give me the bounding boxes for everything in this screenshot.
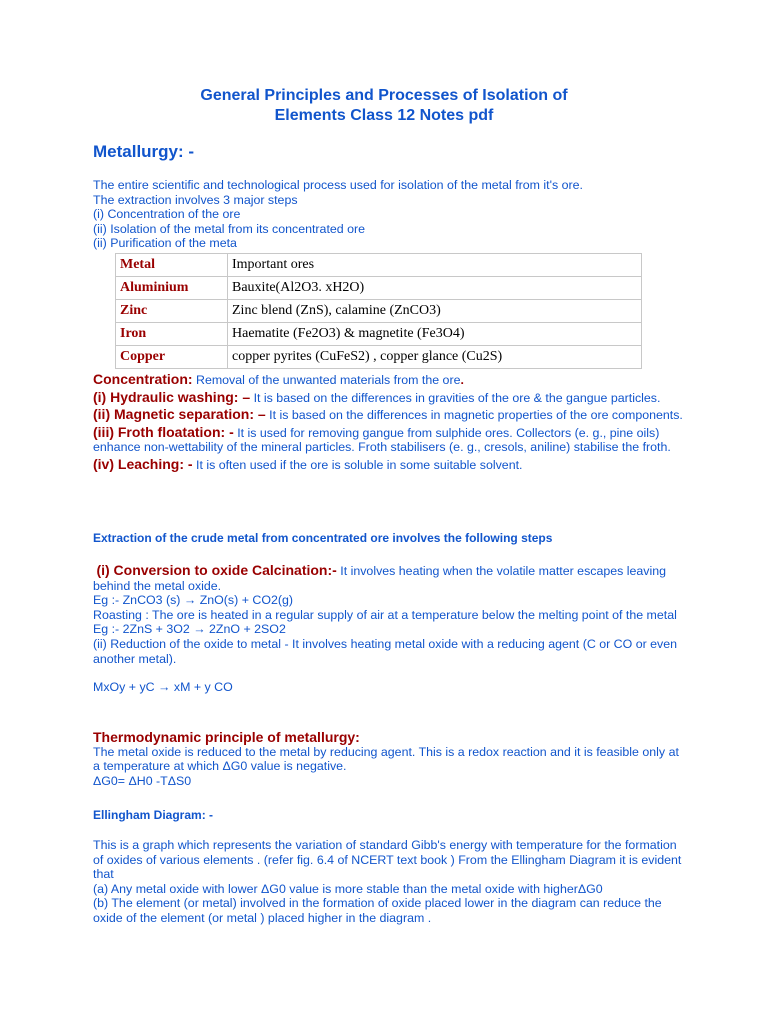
leaching-heading: (iv) Leaching: -	[93, 455, 193, 472]
ellingham-text: This is a graph which represents the variation of standard Gibb's energy with temperature for the formation of oxides of various elements . (refer fig. 6.4 of NCERT text book ) From the Ellingham Diagram it is evident that	[93, 838, 682, 882]
ore-cell: Bauxite(Al2O3. xH2O)	[228, 277, 642, 300]
extraction-section	[93, 563, 683, 695]
ellingham-point-a: (a) Any metal oxide with lower ΔG0 value is more stable than the metal oxide with higherΔG0	[93, 881, 603, 896]
magnetic-text: It is based on the differences in magnetic properties of the ore components.	[265, 408, 683, 423]
table-row	[116, 277, 642, 300]
roasting-text: Roasting : The ore is heated in a regular supply of air at a temperature below the melting point of the metal	[93, 607, 677, 622]
metal-cell: Zinc	[116, 300, 228, 323]
hydraulic-heading: (i) Hydraulic washing: –	[93, 388, 251, 405]
ore-cell: Haematite (Fe2O3) & magnetite (Fe3O4)	[228, 323, 642, 346]
thermo-text: The metal oxide is reduced to the metal by reducing agent. This is a redox reaction and it is feasible only at a temperature at which ΔG0 value is negative.	[93, 744, 679, 774]
table-header-row	[116, 254, 642, 277]
metallurgy-definition: The entire scientific and technological process used for isolation of the metal from it's ore.	[93, 178, 583, 192]
magnetic-heading: (ii) Magnetic separation: –	[93, 406, 266, 423]
leaching-text: It is often used if the ore is soluble in some suitable solvent.	[192, 457, 523, 472]
froth-floatation	[93, 425, 683, 455]
leaching	[93, 457, 683, 473]
extraction-heading: Extraction of the crude metal from concentrated ore involves the following steps	[93, 531, 553, 545]
metal-cell: Aluminium	[116, 277, 228, 300]
magnetic-separation	[93, 407, 683, 423]
hydraulic-washing	[93, 390, 683, 406]
example-roasting: Eg :- 2ZnS + 3O2 → 2ZnO + 2SO2	[93, 622, 286, 637]
thermo-section	[93, 730, 683, 788]
froth-heading: (iii) Froth floatation: -	[93, 423, 234, 440]
metal-cell: Iron	[116, 323, 228, 346]
reduction-equation: MxOy + yC → xM + y CO	[93, 680, 233, 695]
extraction-steps-intro: The extraction involves 3 major steps	[93, 192, 298, 207]
ore-cell: Zinc blend (ZnS), calamine (ZnCO3)	[228, 300, 642, 323]
concentration-dot: .	[460, 373, 464, 387]
concentration-heading: Concentration:	[93, 371, 193, 387]
ores-table	[115, 253, 642, 369]
froth-text: It is used for removing gangue from sulphide ores. Collectors (e. g., pine oils) enhance non-wettability of the mineral particles. Froth stabilisers (e. g., cresols, aniline) stabilise the froth.	[93, 425, 671, 455]
calcination-heading: (i) Conversion to oxide Calcination:-	[96, 562, 337, 578]
concentration-line	[93, 372, 683, 388]
table-row	[116, 300, 642, 323]
header-ores: Important ores	[228, 254, 642, 277]
table-row	[116, 346, 642, 369]
header-metal: Metal	[116, 254, 228, 277]
concentration-text: Removal of the unwanted materials from the ore	[192, 373, 461, 387]
ellingham-point-b: (b) The element (or metal) involved in the formation of oxide placed lower in the diagram can reduce the oxide of the element (or metal ) placed higher in the diagram .	[93, 896, 662, 925]
ellingham-heading: Ellingham Diagram: -	[93, 808, 214, 822]
metal-cell: Copper	[116, 346, 228, 369]
thermo-heading: Thermodynamic principle of metallurgy:	[93, 729, 360, 745]
calcination-text: It involves heating when the volatile matter escapes leaving behind the metal oxide.	[93, 564, 667, 593]
table-row	[116, 323, 642, 346]
concentration-section	[93, 372, 683, 473]
gibbs-equation: ΔG0= ΔH0 -TΔS0	[93, 773, 192, 788]
title-line-2: Elements Class 12 Notes pdf	[274, 107, 494, 124]
example-calcination: Eg :- ZnCO3 (s) → ZnO(s) + CO2(g)	[93, 593, 293, 608]
ellingham-section	[93, 838, 683, 926]
step-isolation: (ii) Isolation of the metal from its concentrated ore	[93, 221, 366, 236]
hydraulic-text: It is based on the differences in gravities of the ore & the gangue particles.	[250, 390, 661, 405]
reduction-text: (ii) Reduction of the oxide to metal - It involves heating metal oxide with a reducing agent (C or CO or even another metal).	[93, 636, 678, 666]
metallurgy-intro	[93, 178, 683, 251]
calcination-line	[93, 563, 683, 593]
step-purification: (ii) Purification of the meta	[93, 236, 237, 251]
ore-cell: copper pyrites (CuFeS2) , copper glance (Cu2S)	[228, 346, 642, 369]
metallurgy-heading: Metallurgy: -	[93, 142, 195, 161]
title-line-1: General Principles and Processes of Isolation of	[200, 87, 568, 104]
page-title	[0, 86, 768, 126]
step-concentration: (i) Concentration of the ore	[93, 207, 241, 222]
